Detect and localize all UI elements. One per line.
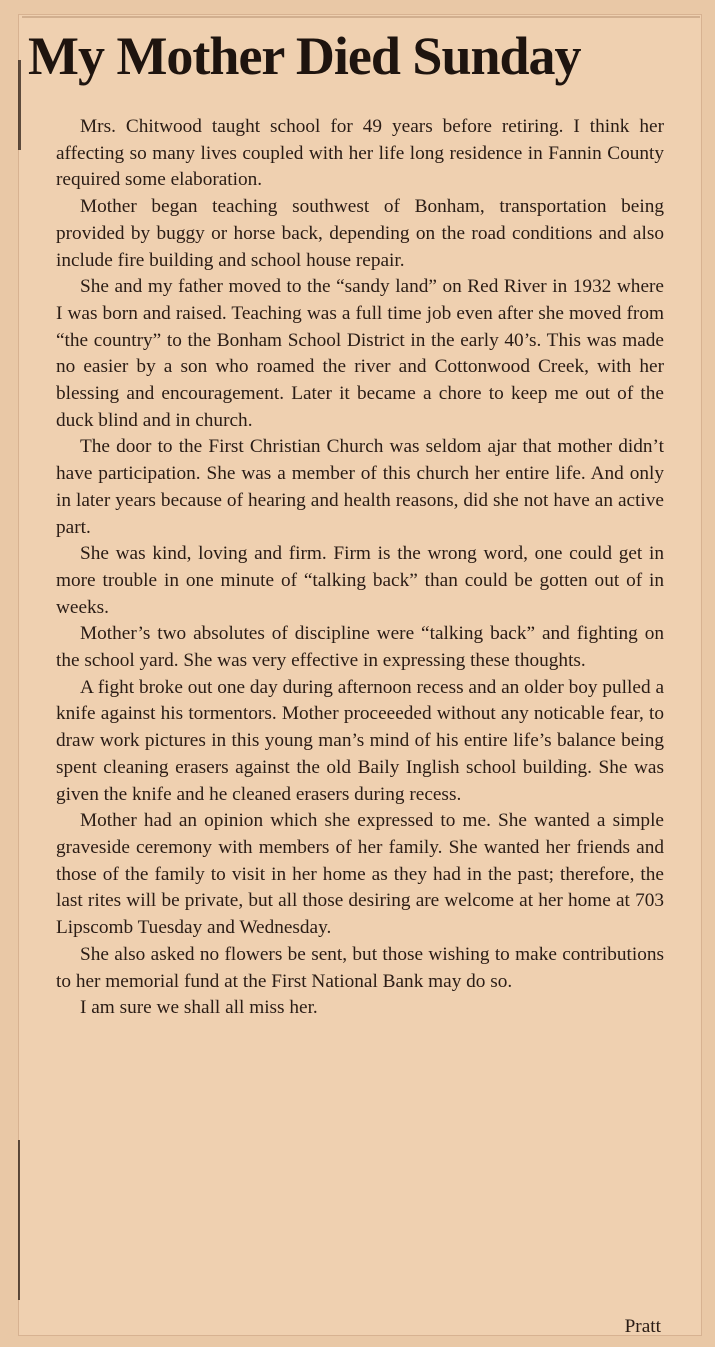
top-rule: [22, 16, 700, 18]
paragraph: I am sure we shall all miss her.: [80, 997, 318, 1019]
paragraph: Mrs. Chitwood taught school for 49 years before retiring. I think her affecting so many lives coupled with her life long residence in Fannin County required some elaboration.: [56, 116, 664, 191]
left-edge-mark: [18, 60, 21, 150]
paragraph: Mother’s two absolutes of discipline were “talking back” and fighting on the school yard. She was very effective in expressing these thoughts.: [56, 623, 664, 672]
article-body: [56, 114, 664, 1022]
headline: My Mother Died Sunday: [28, 26, 581, 86]
paragraph: Mother had an opinion which she expressed to me. She wanted a simple graveside ceremony with members of her family. She wanted her friends and those of the family to visit in her home as they had in the past; therefore, the last rites will be private, but all those desiring are welcome at her home at 703 Lipscomb Tuesday and Wednesday.: [56, 810, 664, 939]
signature: Pratt: [624, 1316, 661, 1337]
paragraph: Mother began teaching southwest of Bonham, transportation being provided by buggy or horse back, depending on the road conditions and also include fire building and school house repair.: [56, 196, 664, 271]
paragraph: She was kind, loving and firm. Firm is the wrong word, one could get in more trouble in one minute of “talking back” than could be gotten out of in weeks.: [56, 543, 664, 618]
paragraph: The door to the First Christian Church was seldom ajar that mother didn’t have participation. She was a member of this church her entire life. And only in later years because of hearing and health reasons, did she not have an active part.: [56, 436, 664, 538]
paragraph: She also asked no flowers be sent, but those wishing to make contributions to her memorial fund at the First National Bank may do so.: [56, 943, 664, 992]
left-edge-mark-lower: [18, 1140, 20, 1300]
paragraph: A fight broke out one day during afternoon recess and an older boy pulled a knife against his tormentors. Mother proceeeded without any noticable fear, to draw work pictures in this young man’s mind of his entire life’s balance being spent cleaning erasers against the old Baily Inglish school building. She was given the knife and he cleaned erasers during recess.: [56, 676, 664, 805]
paragraph: She and my father moved to the “sandy land” on Red River in 1932 where I was born and raised. Teaching was a full time job even after she moved from “the country” to the Bonham School District in the early 40’s. This was made no easier by a son who roamed the river and Cottonwood Creek, with her blessing and encouragement. Later it became a chore to keep me out of the duck blind and in church.: [56, 276, 664, 431]
